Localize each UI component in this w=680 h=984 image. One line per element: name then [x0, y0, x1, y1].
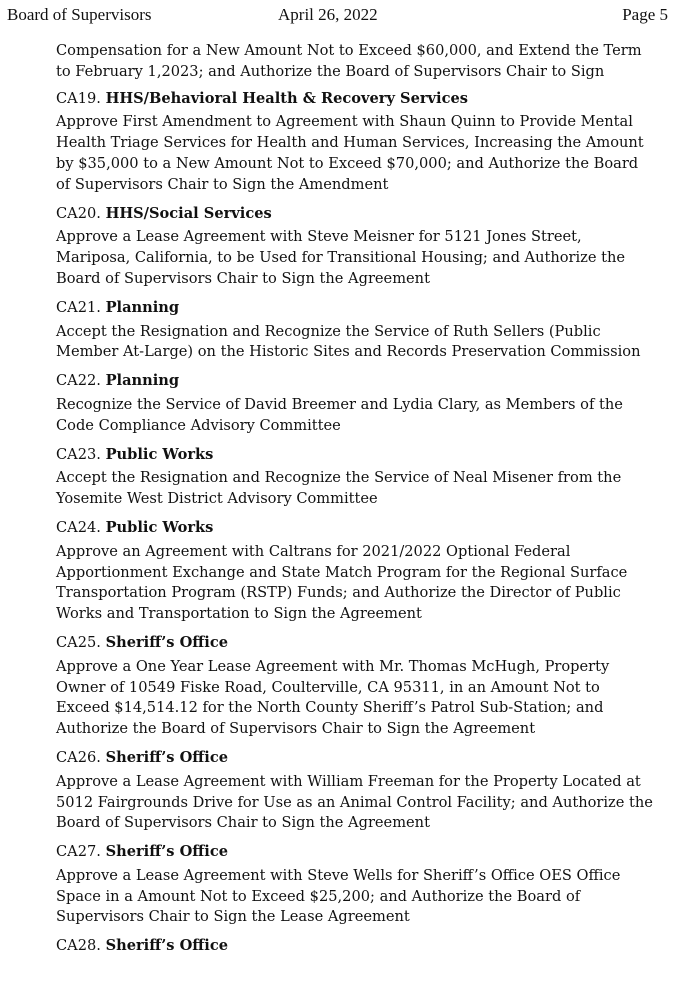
- agenda-item-department: Sheriff’s Office: [105, 633, 228, 651]
- agenda-item-department: Sheriff’s Office: [105, 937, 228, 955]
- carryover-text: Compensation for a New Amount Not to Exceed $60,000, and Extend the Term to February 1,2023; and Authorize the Board of Supervisors Chair to Sign: [56, 42, 642, 80]
- agenda-content: [56, 41, 656, 960]
- header-meeting-date: April 26, 2022: [278, 5, 378, 24]
- agenda-item-department: Public Works: [105, 445, 214, 463]
- agenda-item-number: CA20.: [56, 204, 101, 222]
- agenda-item-department: Planning: [105, 372, 180, 390]
- header-board-title: Board of Supervisors: [7, 5, 152, 24]
- agenda-item-heading: [56, 298, 656, 319]
- consent-agenda-items: [56, 89, 656, 957]
- agenda-item-heading: [56, 371, 656, 392]
- header-page-number: Page 5: [622, 5, 668, 24]
- agenda-item-description: Accept the Resignation and Recognize the Service of Ruth Sellers (Public Member At-Large) on the Historic Sites and Records Preservation Commission: [56, 322, 641, 361]
- agenda-item-department: HHS/Behavioral Health & Recovery Services: [105, 89, 468, 107]
- agenda-item-department: Sheriff’s Office: [105, 843, 228, 861]
- agenda-item-heading: [56, 748, 656, 769]
- agenda-item-heading: [56, 89, 656, 110]
- agenda-item-number: CA21.: [56, 298, 101, 316]
- agenda-item-description: Accept the Resignation and Recognize the Service of Neal Misener from the Yosemite West District Advisory Committee: [56, 469, 622, 508]
- agenda-item-number: CA27.: [56, 843, 101, 861]
- agenda-item-number: CA22.: [56, 372, 101, 390]
- agenda-item-department: Public Works: [105, 518, 214, 536]
- agenda-item-heading: [56, 445, 656, 466]
- agenda-item-description: Recognize the Service of David Breemer and Lydia Clary, as Members of the Code Compliance Advisory Committee: [56, 395, 623, 434]
- agenda-item-description: Approve a Lease Agreement with William Freeman for the Property Located at 5012 Fairgrounds Drive for Use as an Animal Control Facility; and Authorize the Board of Supervisors Chair to Sign the Agreement: [56, 772, 653, 832]
- agenda-item-description: Approve a Lease Agreement with Steve Meisner for 5121 Jones Street, Mariposa, California, to be Used for Transitional Housing; and Authorize the Board of Supervisors Chair to Sign the Agreement: [56, 228, 626, 287]
- agenda-item-heading: [56, 842, 656, 863]
- agenda-item-number: CA19.: [56, 89, 101, 107]
- agenda-item-number: CA23.: [56, 445, 101, 463]
- page-header: [7, 5, 668, 25]
- agenda-item-heading: [56, 518, 656, 539]
- agenda-item-heading: [56, 936, 656, 957]
- agenda-item-description: Approve a Lease Agreement with Steve Wells for Sheriff’s Office OES Office Space in a Amount Not to Exceed $25,200; and Authorize the Board of Supervisors Chair to Sign the Lease Agreement: [56, 866, 621, 926]
- agenda-item-description: Approve a One Year Lease Agreement with Mr. Thomas McHugh, Property Owner of 10549 Fiske Road, Coulterville, CA 95311, in an Amount Not to Exceed $14,514.12 for the North County Sheriff’s Patrol Sub-Station; and Authorize the Board of Supervisors Chair to Sign the Agreement: [56, 657, 610, 738]
- agenda-item-description: Approve an Agreement with Caltrans for 2021/2022 Optional Federal Apportionment Exchange and State Match Program for the Regional Surface Transportation Program (RSTP) Funds; and Authorize the Director of Public Works and Transportation to Sign the Agreement: [56, 542, 628, 623]
- agenda-item-number: CA28.: [56, 937, 101, 955]
- agenda-item-department: Planning: [105, 298, 180, 316]
- agenda-item-heading: [56, 633, 656, 654]
- agenda-item-heading: [56, 204, 656, 225]
- agenda-item-number: CA26.: [56, 748, 101, 766]
- agenda-item-number: CA24.: [56, 518, 101, 536]
- agenda-item-number: CA25.: [56, 633, 101, 651]
- agenda-item-description: Approve First Amendment to Agreement with Shaun Quinn to Provide Mental Health Triage Services for Health and Human Services, Increasing the Amount by $35,000 to a New Amount Not to Exceed $70,000; and Authorize the Board of Supervisors Chair to Sign the Amendment: [56, 113, 644, 193]
- agenda-item-department: Sheriff’s Office: [105, 748, 228, 766]
- agenda-item-department: HHS/Social Services: [105, 204, 272, 222]
